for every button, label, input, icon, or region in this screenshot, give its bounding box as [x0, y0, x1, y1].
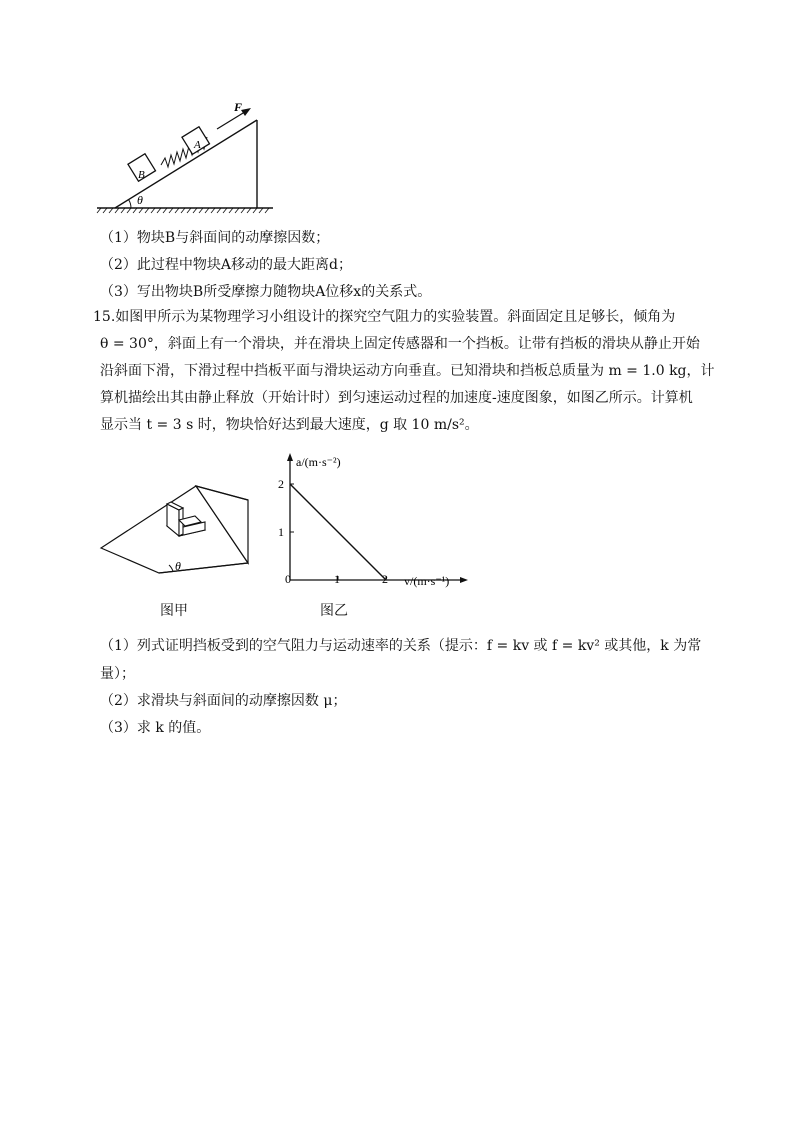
y-tick-label-2: 2 — [278, 477, 284, 491]
q15-sub-1-cont: 量）； — [100, 666, 135, 682]
block-b-label: B — [138, 169, 145, 181]
figure-jia-caption: 图甲 — [160, 603, 188, 619]
q15-sub-1: （1）列式证明挡板受到的空气阻力与运动速率的关系（提示：f = kv 或 f = kv² 或其他，k 为常 — [100, 638, 702, 654]
figure-yi-caption: 图乙 — [320, 603, 348, 619]
angle-arc — [129, 200, 131, 208]
q15-line-3: 沿斜面下滑，下滑过程中挡板平面与滑块运动方向垂直。已知滑块和挡板总质量为 m = 1.0 kg，计 — [100, 363, 715, 379]
series-line-0 — [290, 484, 386, 580]
q15-sub-2: （2）求滑块与斜面间的动摩擦因数 μ； — [100, 693, 347, 709]
origin-label: 0 — [285, 572, 291, 586]
x-tick-label-2: 2 — [382, 572, 388, 586]
x-axis-arrow — [460, 577, 468, 583]
q14-sub-2: （2）此过程中物块A移动的最大距离d； — [100, 257, 352, 273]
block-a-label: A — [194, 139, 201, 151]
q15-line-2: θ = 30°，斜面上有一个滑块，并在滑块上固定传感器和一个挡板。让带有挡板的滑块从静止开始 — [100, 336, 700, 352]
figure-jia — [95, 478, 275, 583]
force-label: F — [234, 100, 243, 114]
y-axis-arrow — [287, 453, 293, 461]
force-arrowhead — [241, 108, 251, 116]
y-tick-label-1: 1 — [278, 525, 284, 539]
q14-sub-1: （1）物块B与斜面间的动摩擦因数； — [100, 230, 330, 246]
q15-line-1: 15.如图甲所示为某物理学习小组设计的探究空气阻力的实验装置。斜面固定且足够长，倾角为 — [93, 309, 676, 325]
q15-line-5: 显示当 t = 3 s 时，物块恰好达到最大速度，g 取 10 m/s²。 — [100, 417, 479, 433]
q15-sub-3: （3）求 k 的值。 — [100, 720, 211, 736]
y-axis-label: a/(m·s⁻²) — [296, 455, 341, 469]
x-axis-label: v/(m·s⁻¹) — [404, 574, 450, 588]
figure-yi-chart — [270, 450, 480, 600]
angle-label: θ — [137, 193, 143, 207]
incline-spring-figure — [95, 95, 280, 220]
x-tick-label-1: 1 — [334, 572, 340, 586]
jia-angle-label: θ — [175, 559, 181, 573]
q15-line-4: 算机描绘出其由静止释放（开始计时）到匀速运动过程的加速度-速度图象，如图乙所示。计算机 — [100, 390, 693, 406]
q14-sub-3: （3）写出物块B所受摩擦力随物块A位移x的关系式。 — [100, 284, 432, 300]
